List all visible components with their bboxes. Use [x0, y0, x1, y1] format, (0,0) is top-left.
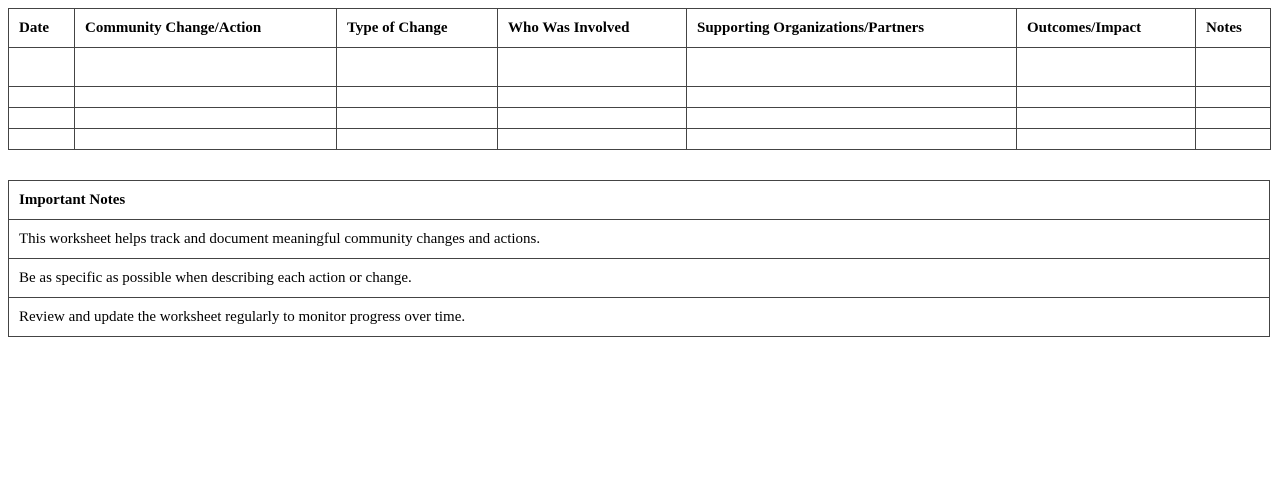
table-cell[interactable] [1017, 108, 1196, 129]
table-cell[interactable] [1017, 87, 1196, 108]
table-cell[interactable] [498, 108, 687, 129]
table-cell[interactable] [687, 48, 1017, 87]
table-cell[interactable] [337, 48, 498, 87]
column-header-notes: Notes [1196, 9, 1271, 48]
table-cell[interactable] [1196, 87, 1271, 108]
table-cell[interactable] [498, 129, 687, 150]
column-header-type-of-change: Type of Change [337, 9, 498, 48]
table-cell[interactable] [687, 87, 1017, 108]
important-notes-table [8, 180, 1270, 337]
table-row [9, 48, 1271, 87]
table-cell[interactable] [9, 129, 75, 150]
table-cell[interactable] [75, 108, 337, 129]
table-cell[interactable] [9, 87, 75, 108]
column-header-supporting-organizations: Supporting Organizations/Partners [687, 9, 1017, 48]
table-cell[interactable] [75, 48, 337, 87]
note-text: Be as specific as possible when describing each action or change. [9, 259, 1270, 298]
table-cell[interactable] [498, 87, 687, 108]
table-cell[interactable] [1017, 48, 1196, 87]
table-cell[interactable] [1017, 129, 1196, 150]
table-cell[interactable] [9, 108, 75, 129]
note-row [9, 259, 1270, 298]
table-header-row [9, 9, 1271, 48]
table-row [9, 108, 1271, 129]
table-row [9, 129, 1271, 150]
table-cell[interactable] [687, 108, 1017, 129]
notes-header-row [9, 181, 1270, 220]
note-text: This worksheet helps track and document meaningful community changes and actions. [9, 220, 1270, 259]
table-cell[interactable] [337, 87, 498, 108]
note-text: Review and update the worksheet regularly to monitor progress over time. [9, 298, 1270, 337]
column-header-outcomes-impact: Outcomes/Impact [1017, 9, 1196, 48]
column-header-community-change: Community Change/Action [75, 9, 337, 48]
table-cell[interactable] [75, 129, 337, 150]
table-cell[interactable] [337, 108, 498, 129]
table-cell[interactable] [337, 129, 498, 150]
table-cell[interactable] [1196, 129, 1271, 150]
note-row [9, 220, 1270, 259]
notes-heading: Important Notes [9, 181, 1270, 220]
table-cell[interactable] [1196, 108, 1271, 129]
column-header-who-was-involved: Who Was Involved [498, 9, 687, 48]
table-cell[interactable] [498, 48, 687, 87]
table-row [9, 87, 1271, 108]
table-cell[interactable] [687, 129, 1017, 150]
column-header-date: Date [9, 9, 75, 48]
table-cell[interactable] [1196, 48, 1271, 87]
table-cell[interactable] [75, 87, 337, 108]
table-cell[interactable] [9, 48, 75, 87]
note-row [9, 298, 1270, 337]
worksheet-table [8, 8, 1271, 150]
